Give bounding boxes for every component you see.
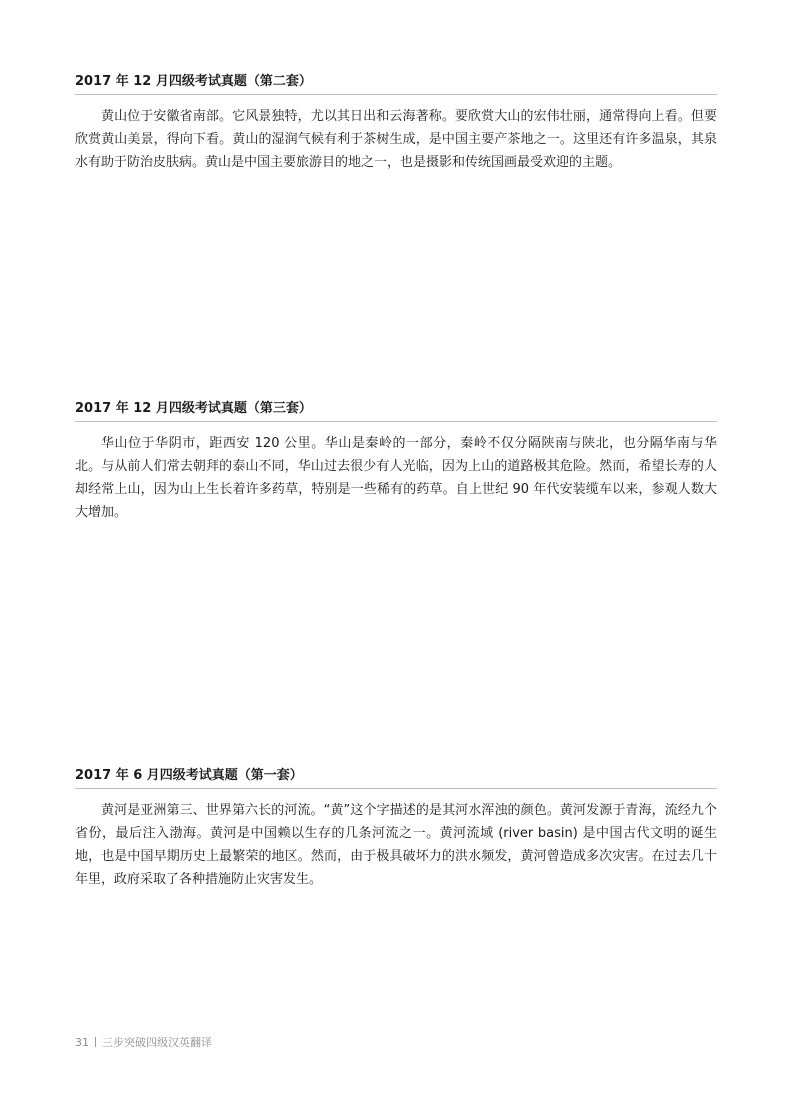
footer-divider (95, 1037, 96, 1047)
exam-section-1 (75, 73, 717, 174)
section-passage: 黄河是亚洲第三、世界第六长的河流。“黄”这个字描述的是其河水浑浊的颜色。黄河发源于青海，流经九个省份，最后注入渤海。黄河是中国赖以生存的几条河流之一。黄河流域 (river basin) 是中国古代文明的诞生地，也是中国早期历史上最繁荣的地区。然而，由于极具破坏力的洪水频发，黄河曾造成多次灾害。在过去几十年里，政府采取了各种措施防止灾害发生。 (75, 803, 717, 887)
book-title: 三步突破四级汉英翻译 (102, 1036, 212, 1049)
exam-section-2 (75, 400, 717, 524)
section-passage: 华山位于华阴市，距西安 120 公里。华山是秦岭的一部分，秦岭不仅分隔陕南与陕北，也分隔华南与华北。与从前人们常去朝拜的泰山不同，华山过去很少有人光临，因为上山的道路极其危险。然而，希望长寿的人却经常上山，因为山上生长着许多药草，特别是一些稀有的药草。自上世纪 90 年代安装缆车以来，参观人数大大增加。 (75, 436, 717, 520)
section-title: 2017 年 12 月四级考试真题（第三套） (75, 400, 717, 422)
section-passage: 黄山位于安徽省南部。它风景独特，尤以其日出和云海著称。要欣赏大山的宏伟壮丽，通常得向上看。但要欣赏黄山美景，得向下看。黄山的湿润气候有利于茶树生成，是中国主要产茶地之一。这里还有许多温泉，其泉水有助于防治皮肤病。黄山是中国主要旅游目的地之一，也是摄影和传统国画最受欢迎的主题。 (75, 109, 717, 170)
page-footer (75, 1036, 212, 1050)
section-title: 2017 年 12 月四级考试真题（第二套） (75, 73, 717, 95)
section-title: 2017 年 6 月四级考试真题（第一套） (75, 767, 717, 789)
page-number: 31 (75, 1036, 89, 1049)
exam-section-3 (75, 767, 717, 891)
